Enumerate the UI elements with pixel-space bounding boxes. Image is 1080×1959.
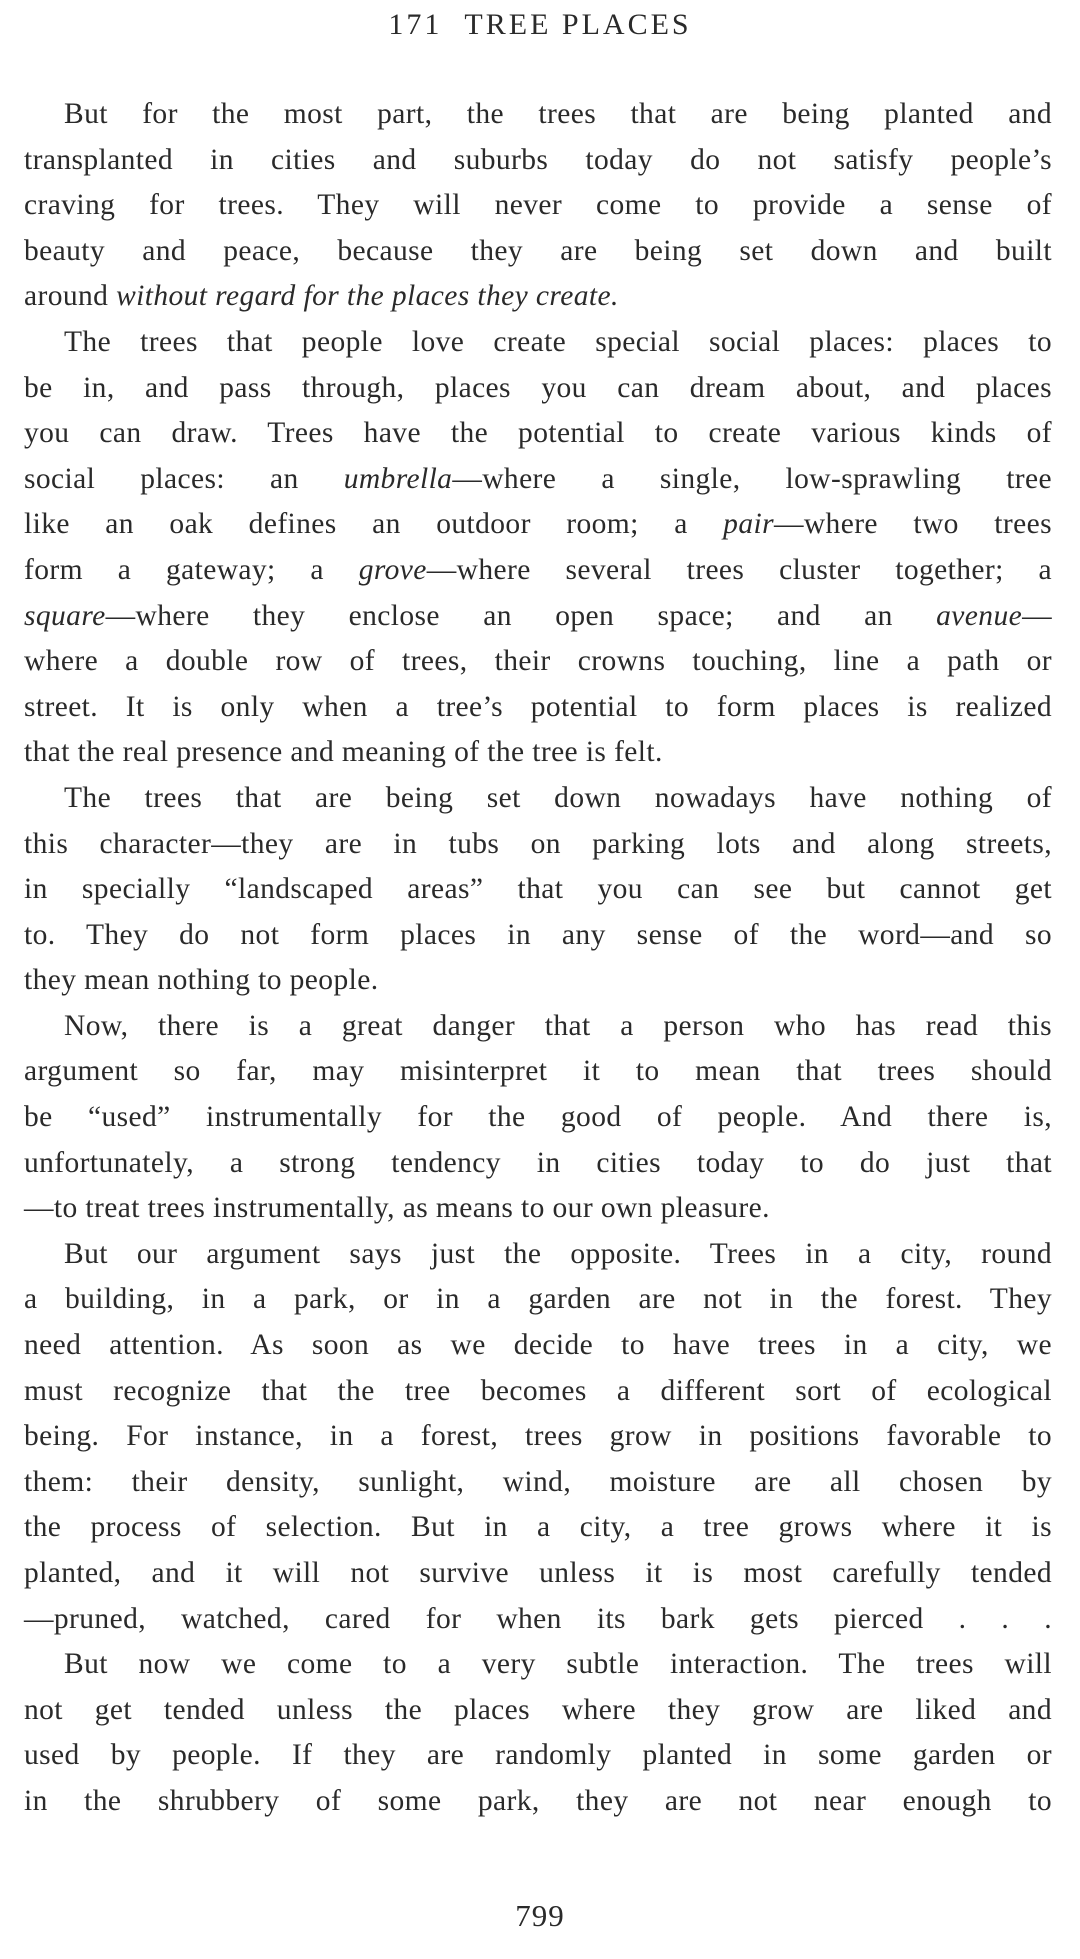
body-text xyxy=(24,92,1052,1825)
text-line: argument so far, may misinterpret it to mean that trees should xyxy=(24,1055,1052,1088)
text-line: that the real presence and meaning of the tree is felt. xyxy=(24,736,663,769)
text-line: craving for trees. They will never come to provide a sense of xyxy=(24,189,1052,222)
text-line: transplanted in cities and suburbs today do not satisfy people’s xyxy=(24,143,1052,176)
text-run: — xyxy=(1022,599,1052,632)
pattern-number: 171 xyxy=(388,8,443,41)
text-line: they mean nothing to people. xyxy=(24,964,379,997)
text-line xyxy=(24,548,1052,594)
text-run: —where they enclose an open space; and an xyxy=(105,599,937,632)
text-line xyxy=(24,502,1052,548)
emphasis-square: square xyxy=(24,599,106,632)
emphasis-umbrella: umbrella xyxy=(343,462,453,495)
text-line: this character—they are in tubs on parking lots and along streets, xyxy=(24,827,1052,860)
text-run: social places: an xyxy=(24,462,344,495)
text-line: in the shrubbery of some park, they are not near enough to xyxy=(24,1784,1052,1817)
text-line: being. For instance, in a forest, trees grow in positions favorable to xyxy=(24,1420,1052,1453)
text-line: you can draw. Trees have the potential to create various kinds of xyxy=(24,417,1052,450)
paragraph-5 xyxy=(24,1232,1052,1642)
text-line: in specially “landscaped areas” that you can see but cannot get xyxy=(24,873,1052,906)
paragraph-1 xyxy=(24,92,1052,320)
text-line: not get tended unless the places where they grow are liked and xyxy=(24,1693,1052,1726)
text-line xyxy=(24,594,1052,640)
emphasis-avenue: avenue xyxy=(936,599,1023,632)
text-line: But now we come to a very subtle interaction. The trees will xyxy=(64,1648,1052,1681)
paragraph-2 xyxy=(24,320,1052,776)
paragraph-3 xyxy=(24,776,1052,1004)
text-run: form a gateway; a xyxy=(24,553,359,586)
text-line: to. They do not form places in any sense of the word—and so xyxy=(24,918,1052,951)
text-run: —where a single, low-sprawling tree xyxy=(452,462,1052,495)
page-number: 799 xyxy=(515,1898,565,1933)
text-line: street. It is only when a tree’s potential to form places is realized xyxy=(24,690,1052,723)
text-run: around xyxy=(24,280,117,313)
text-line: used by people. If they are randomly planted in some garden or xyxy=(24,1739,1052,1772)
text-line: them: their density, sunlight, wind, moisture are all chosen by xyxy=(24,1465,1052,1498)
text-run: —where two trees xyxy=(773,508,1052,541)
text-line: The trees that people love create special social places: places to xyxy=(64,325,1052,358)
text-line: planted, and it will not survive unless it is most carefully tended xyxy=(24,1557,1052,1589)
text-line: But for the most part, the trees that are being planted and xyxy=(64,98,1052,130)
emphasis-text: without regard for the places they create. xyxy=(116,280,619,313)
text-line: But our argument says just the opposite. Trees in a city, round xyxy=(64,1237,1052,1270)
text-line xyxy=(24,274,1052,320)
emphasis-pair: pair xyxy=(723,508,774,541)
text-line: where a double row of trees, their crowns touching, line a path or xyxy=(24,645,1052,678)
text-line: the process of selection. But in a city, a tree grows where it is xyxy=(24,1511,1052,1544)
text-line: —pruned, watched, cared for when its bark gets pierced . . . xyxy=(24,1602,1052,1635)
text-line: be in, and pass through, places you can dream about, and places xyxy=(24,371,1052,404)
paragraph-6 xyxy=(24,1642,1052,1824)
paragraph-4 xyxy=(24,1004,1052,1232)
text-line: unfortunately, a strong tendency in cities today to do just that xyxy=(24,1146,1052,1179)
pattern-title: TREE PLACES xyxy=(464,8,692,41)
text-line: a building, in a park, or in a garden are not in the forest. They xyxy=(24,1283,1052,1316)
text-line: —to treat trees instrumentally, as means to our own pleasure. xyxy=(24,1192,770,1225)
text-run: —where several trees cluster together; a xyxy=(426,553,1052,586)
running-head xyxy=(0,8,1080,42)
text-line: The trees that are being set down nowadays have nothing of xyxy=(64,781,1052,814)
emphasis-grove: grove xyxy=(358,553,427,586)
text-line: Now, there is a great danger that a person who has read this xyxy=(64,1009,1052,1042)
text-line: be “used” instrumentally for the good of people. And there is, xyxy=(24,1101,1052,1134)
text-run: like an oak defines an outdoor room; a xyxy=(24,508,724,541)
text-line: beauty and peace, because they are being set down and built xyxy=(24,234,1052,267)
text-line xyxy=(24,457,1052,503)
text-line: must recognize that the tree becomes a different sort of ecological xyxy=(24,1374,1052,1407)
text-line: need attention. As soon as we decide to have trees in a city, we xyxy=(24,1329,1052,1362)
